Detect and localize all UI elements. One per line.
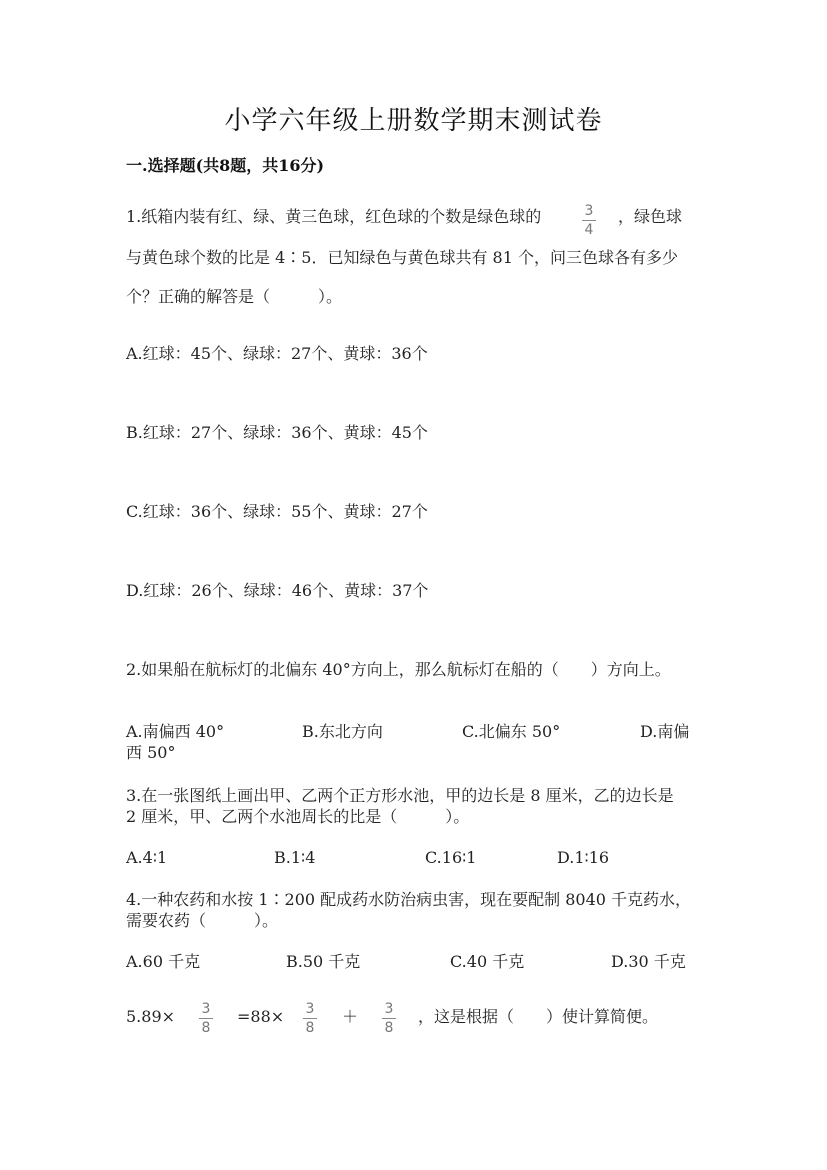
q1-line-1: 1.纸箱内装有红、绿、黄三色球，红色球的个数是绿色球的 [126,207,542,226]
q5-fraction-2-denominator: 8 [305,1020,315,1036]
page-title: 小学六年级上册数学期末测试卷 [224,106,603,136]
q1-fraction [579,203,599,238]
fraction-bar [199,1018,213,1019]
q1-line-1-end: ，绿色球 [618,207,683,226]
q3-line-2: 2 厘米，甲、乙两个水池周长的比是（ ）。 [126,807,470,826]
q2-option-d-wrap[interactable]: 西 50° [126,743,176,762]
section-heading-choice: 一.选择题(共8题，共16分) [126,156,325,175]
q1-option-b[interactable]: B.红球：27个、绿球：36个、黄球：45个 [126,423,428,442]
q4-option-d[interactable]: D.30 千克 [611,952,686,971]
q3-option-a[interactable]: A.4∶1 [126,848,168,867]
q3-option-d[interactable]: D.1∶16 [557,848,610,867]
q1-option-a[interactable]: A.红球：45个、绿球：27个、黄球：36个 [126,344,428,363]
q5-fraction-3-denominator: 8 [384,1020,394,1036]
q5-plus: ＋ [342,1007,359,1026]
q1-line-3: 个？正确的解答是（ ）。 [126,287,343,306]
q4-line-2: 需要农药（ ）。 [126,911,279,930]
q1-line-2: 与黄色球个数的比是 4∶5．已知绿色与黄色球共有 81 个，问三色球各有多少 [126,248,678,267]
fraction-bar [582,220,596,221]
q1-option-d[interactable]: D.红球：26个、绿球：46个、黄球：37个 [126,581,429,600]
q4-line-1: 4.一种农药和水按 1∶200 配成药水防治病虫害，现在要配制 8040 千克药水， [126,890,692,909]
q5-fraction-1-numerator: 3 [201,1001,211,1017]
q4-option-b[interactable]: B.50 千克 [286,952,361,971]
q5-fraction-3 [379,1001,399,1036]
q5-fraction-2-numerator: 3 [305,1001,315,1017]
q5-fraction-2 [300,1001,320,1036]
q1-fraction-numerator: 3 [584,203,594,219]
fraction-bar [303,1018,317,1019]
q2-option-b[interactable]: B.东北方向 [302,722,383,741]
q5-fraction-1 [196,1001,216,1036]
q2-option-c[interactable]: C.北偏东 50° [462,722,561,741]
q2-line-1: 2.如果船在航标灯的北偏东 40°方向上，那么航标灯在船的（ ）方向上。 [126,660,671,679]
q5-part-2: =88× [237,1007,285,1026]
q3-line-1: 3.在一张图纸上画出甲、乙两个正方形水池，甲的边长是 8 厘米，乙的边长是 [126,786,674,805]
q4-option-a[interactable]: A.60 千克 [126,952,201,971]
q5-fraction-3-numerator: 3 [384,1001,394,1017]
q2-option-a[interactable]: A.南偏西 40° [126,722,225,741]
q5-part-3: ，这是根据（ ）使计算简便。 [418,1007,659,1026]
q3-option-c[interactable]: C.16∶1 [425,848,477,867]
fraction-bar [382,1018,396,1019]
q1-fraction-denominator: 4 [584,222,594,238]
q2-option-d[interactable]: D.南偏 [640,722,690,741]
q4-option-c[interactable]: C.40 千克 [450,952,525,971]
q3-option-b[interactable]: B.1∶4 [274,848,316,867]
q1-option-c[interactable]: C.红球：36个、绿球：55个、黄球：27个 [126,502,428,521]
q5-fraction-1-denominator: 8 [201,1020,211,1036]
q5-part-1: 5.89× [126,1007,176,1026]
